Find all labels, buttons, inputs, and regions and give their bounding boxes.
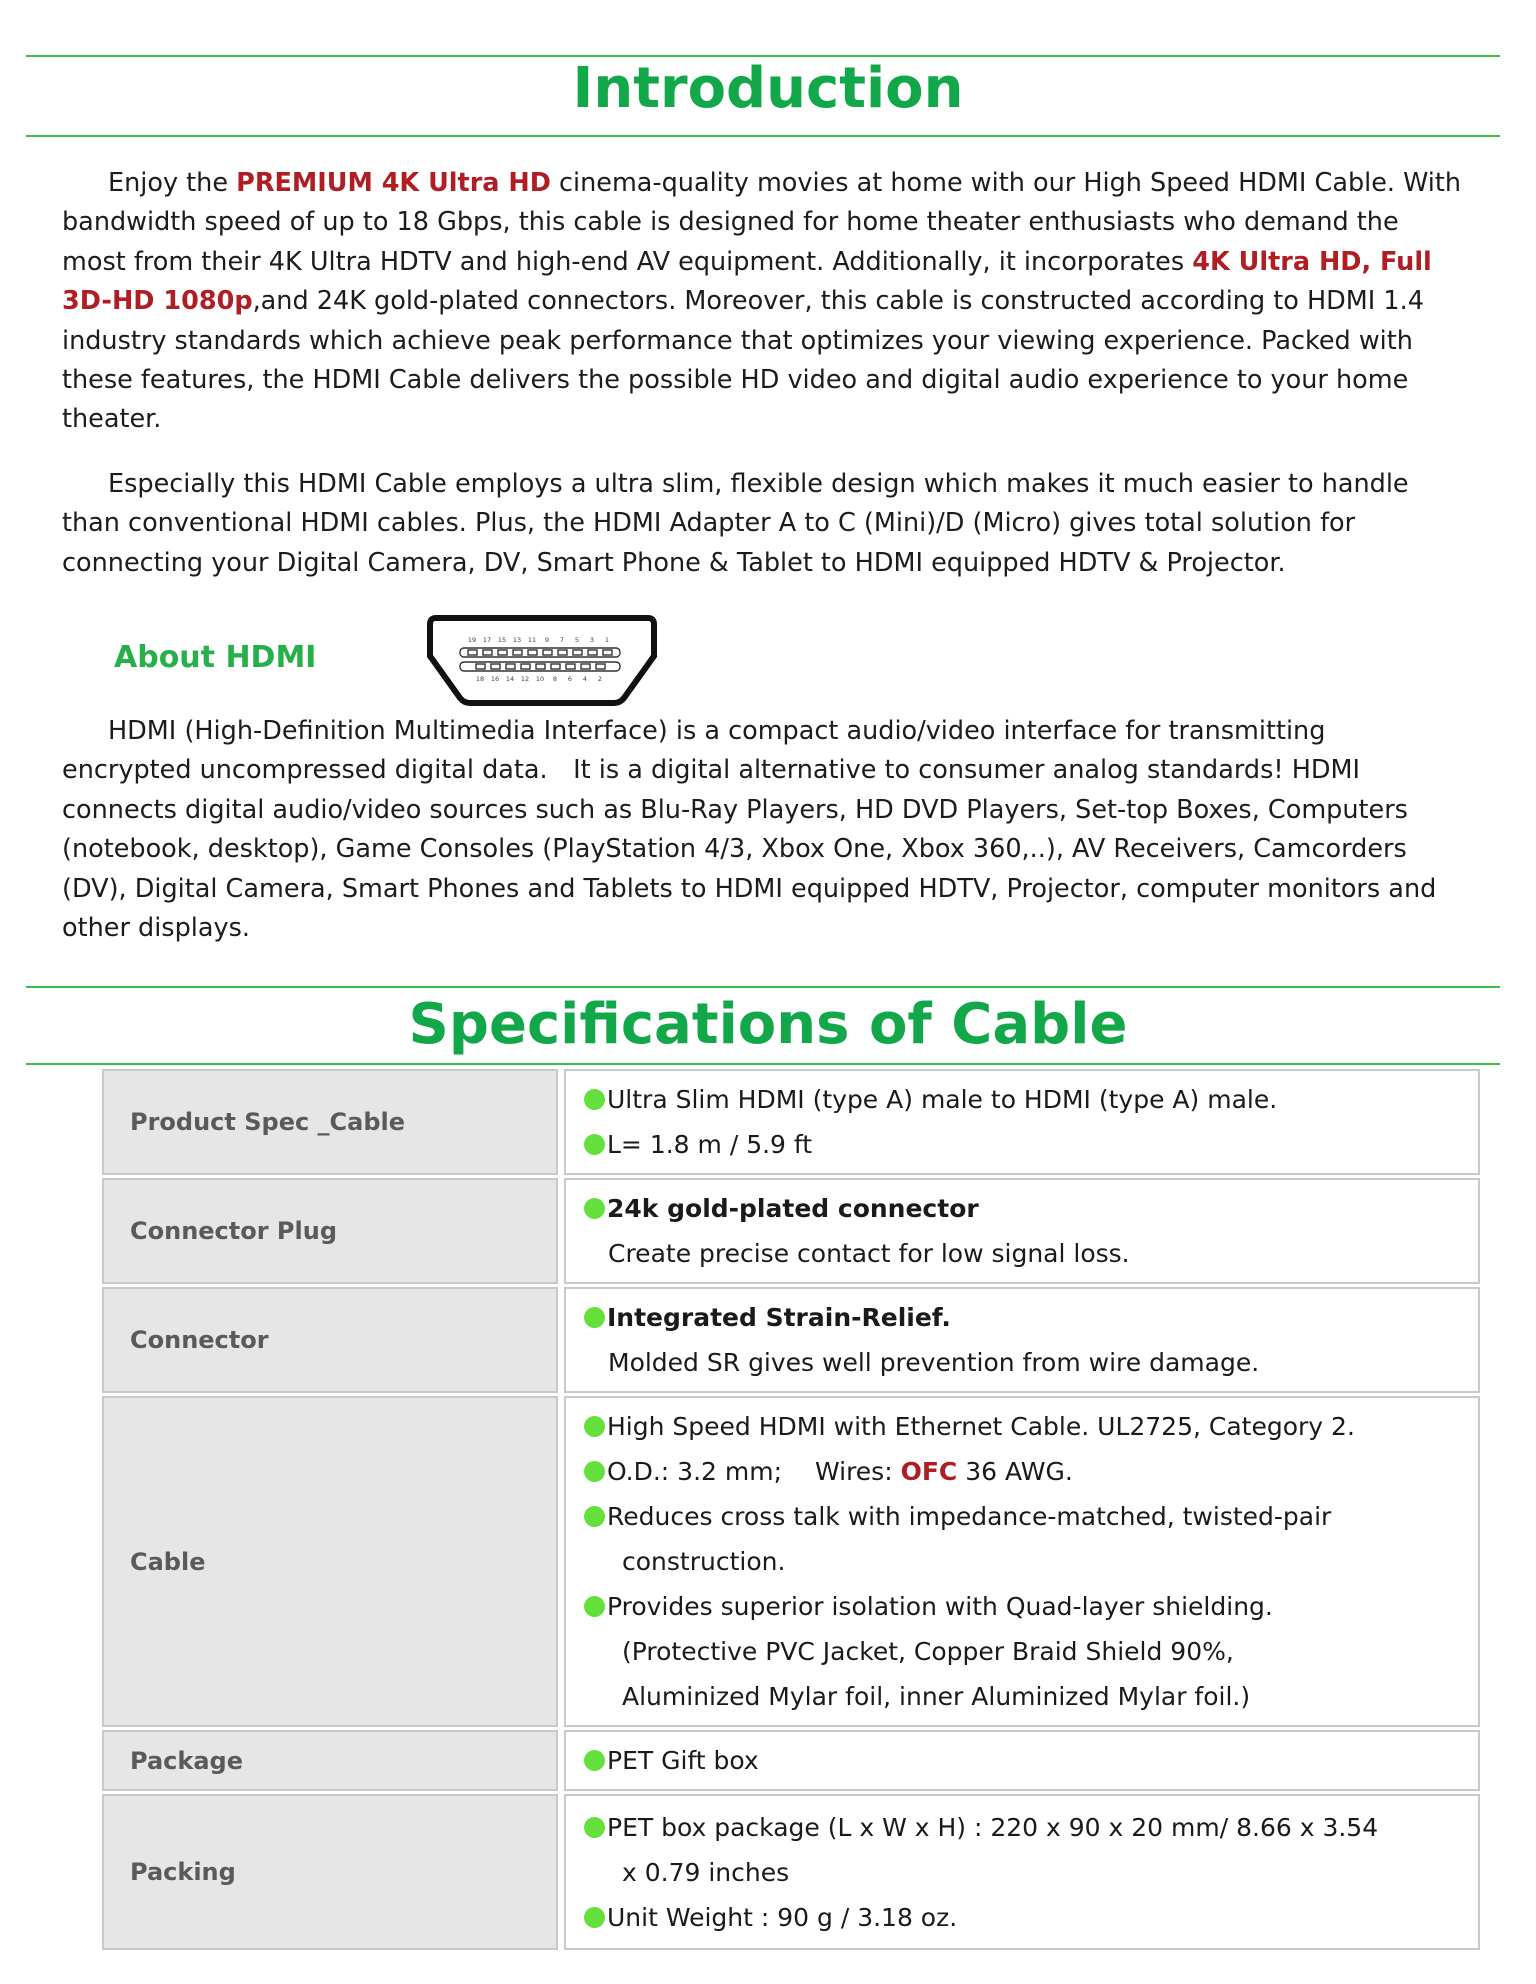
bullet-subtext: Create precise contact for low signal loss. (608, 1239, 1130, 1268)
bullet-text: High Speed HDMI with Ethernet Cable. UL2725, Category 2. (607, 1412, 1355, 1441)
bullet-icon (584, 1416, 605, 1437)
row-value (564, 1794, 1480, 1950)
intro-paragraph-2: Especially this HDMI Cable employs a ultra slim, flexible design which makes it much easier to handle than conventional HDMI cables. Plus, the HDMI Adapter A to C (Mini)/D (Micro) gives total solution for connecting your Digital Camera, DV, Smart Phone & Tablet to HDMI equipped HDTV & Projector. (62, 469, 1409, 578)
bullet-text: PET Gift box (607, 1746, 759, 1775)
pin-label: 5 (574, 636, 580, 644)
bullet-subtext: x 0.79 inches (622, 1857, 790, 1887)
intro-p1-text-3: ,and 24K gold-plated connectors. Moreover, this cable is constructed according to HDMI 1.4 industry standards which achieve peak performance that optimizes your viewing experience. Packed with these features, the HDMI Cable delivers the possible HD video and digital audio experience to your home theater. (62, 286, 1424, 435)
pin-label: 16 (490, 675, 500, 683)
bullet-icon (584, 1817, 605, 1838)
row-value (564, 1396, 1480, 1727)
bullet-text: Unit Weight : 90 g / 3.18 oz. (607, 1902, 958, 1932)
intro-p1-text-2: cinema-quality movies at home with our High Speed HDMI Cable. With bandwidth speed of up to 18 Gbps, this cable is designed for home theater enthusiasts who demand the most from their 4K Ultra HDTV and high-end AV equipment. Additionally, it incorporates (62, 168, 1462, 277)
bullet-icon (584, 1506, 605, 1527)
pin-label: 13 (512, 636, 522, 644)
row-value (564, 1069, 1480, 1175)
bullet-text: Provides superior isolation with Quad-layer shielding. (607, 1592, 1273, 1621)
ofc-highlight: OFC (900, 1457, 958, 1486)
row-label: Connector Plug (102, 1178, 558, 1284)
hdmi-connector-icon (424, 612, 660, 708)
intro-bottom-rule (26, 135, 1500, 137)
table-row (102, 1794, 1480, 1950)
bullet-text: 36 AWG. (957, 1457, 1073, 1486)
bullet-text: Ultra Slim HDMI (type A) male to HDMI (type A) male. (607, 1085, 1278, 1114)
bullet-subtext: (Protective PVC Jacket, Copper Braid Shield 90%, (622, 1637, 1234, 1666)
row-value (564, 1178, 1480, 1284)
row-label: Packing (102, 1794, 558, 1950)
specs-title: Specifications of Cable (408, 992, 1128, 1057)
bullet-text: O.D.: 3.2 mm; Wires: (607, 1457, 901, 1486)
pin-label: 3 (589, 636, 595, 644)
about-hdmi-heading: About HDMI (114, 640, 317, 675)
specs-top-rule (26, 986, 1500, 988)
bullet-icon (584, 1907, 605, 1928)
hdmi-pins-top (468, 650, 612, 655)
intro-p1-highlight-1: PREMIUM 4K Ultra HD (236, 168, 551, 198)
pin-label: 9 (544, 636, 550, 644)
intro-p1-highlight-2: 4K Ultra HD, Full 3D-HD 1080p (62, 246, 1432, 317)
pin-label: 1 (604, 636, 610, 644)
bullet-icon (584, 1596, 605, 1617)
bullet-icon (584, 1089, 605, 1110)
pin-label: 10 (535, 675, 545, 683)
pin-label: 12 (520, 675, 530, 683)
bullet-text: L= 1.8 m / 5.9 ft (607, 1130, 813, 1159)
bullet-subtext: Aluminized Mylar foil, inner Aluminized Mylar foil.) (622, 1682, 1251, 1711)
pin-label: 18 (475, 675, 485, 683)
row-label: Package (102, 1730, 558, 1791)
pin-label: 17 (482, 636, 492, 644)
pin-label: 6 (567, 675, 573, 683)
hdmi-pins-bottom (476, 664, 605, 669)
bullet-icon (584, 1198, 605, 1219)
row-label: Connector (102, 1287, 558, 1393)
specs-bottom-rule (26, 1063, 1500, 1065)
bullet-icon (584, 1134, 605, 1155)
bullet-text: Integrated Strain-Relief. (607, 1303, 951, 1332)
bullet-text: Reduces cross talk with impedance-matched, twisted-pair (607, 1502, 1332, 1531)
pin-label: 15 (497, 636, 507, 644)
bullet-text: PET box package (L x W x H) : 220 x 90 x 20 mm/ 8.66 x 3.54 (607, 1812, 1379, 1842)
table-row (102, 1069, 1480, 1175)
pin-label: 8 (552, 675, 558, 683)
intro-p1-text-1: Enjoy the (108, 168, 237, 198)
bullet-icon (584, 1461, 605, 1482)
bullet-text: 24k gold-plated connector (607, 1194, 979, 1223)
bullet-icon (584, 1307, 605, 1328)
pin-label: 14 (505, 675, 515, 683)
row-value (564, 1287, 1480, 1393)
row-label: Product Spec _Cable (102, 1069, 558, 1175)
pin-label: 7 (559, 636, 565, 644)
about-hdmi-paragraph: HDMI (High-Definition Multimedia Interface) is a compact audio/video interface for transmitting encrypted uncompressed digital data. It is a digital alternative to consumer analog standards! HDMI connects digital audio/video sources such as Blu-Ray Players, HD DVD Players, Set-top Boxes, Computers (notebook, desktop), Game Consoles (PlayStation 4/3, Xbox One, Xbox 360,..), AV Receivers, Camcorders (DV), Digital Camera, Smart Phones and Tablets to HDMI equipped HDTV, Projector, computer monitors and other displays. (62, 716, 1437, 944)
intro-paragraph-1 (62, 164, 1462, 440)
bullet-subtext: construction. (622, 1547, 786, 1576)
bullet-subtext: Molded SR gives well prevention from wire damage. (608, 1348, 1260, 1377)
bullet-icon (584, 1750, 605, 1771)
table-row (102, 1730, 1480, 1791)
table-row (102, 1287, 1480, 1393)
row-value (564, 1730, 1480, 1791)
pin-label: 19 (467, 636, 477, 644)
pin-label: 2 (597, 675, 603, 683)
pin-label: 11 (527, 636, 537, 644)
intro-title: Introduction (572, 56, 964, 121)
table-row (102, 1178, 1480, 1284)
pin-label: 4 (582, 675, 588, 683)
row-label: Cable (102, 1396, 558, 1727)
spec-table (102, 1066, 1480, 1953)
table-row (102, 1396, 1480, 1727)
